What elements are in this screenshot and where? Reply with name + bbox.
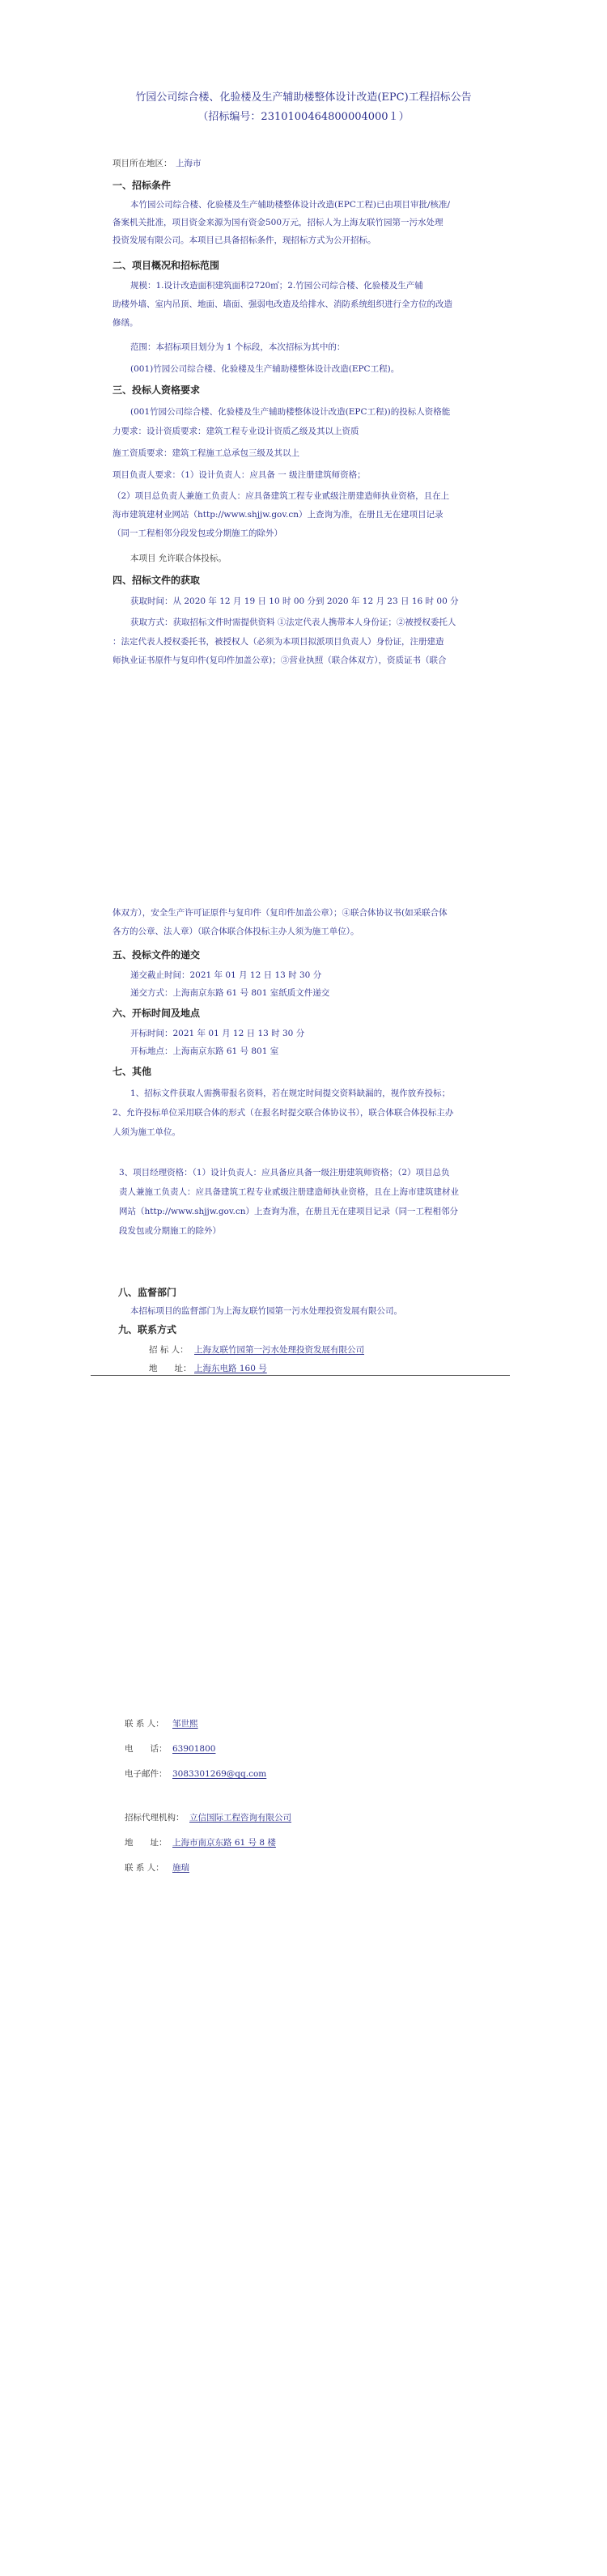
contact-phone-label: 电 话： [125,1744,168,1754]
scope-line: 范围：本招标项目划分为 1 个标段，本次招标为其中的： [130,342,346,352]
acquisition-time: 获取时间：从 2020 年 12 月 19 日 10 时 00 分到 2020 年 12 月 23 日 16 时 00 分 [130,596,459,606]
paragraph-line: 师执业证书原件与复印件(复印件加盖公章)；③营业执照（联合体双方），资质证书（联合 [112,656,447,665]
paragraph-line: 本竹园公司综合楼、化验楼及生产辅助楼整体设计改造(EPC工程)已由项目审批/核准/ [130,200,451,210]
paragraph-line: 施工资质要求：建筑工程施工总承包三级及其以上 [112,448,299,458]
submission-method: 递交方式：上海南京东路 61 号 801 室纸质文件递交 [130,988,330,998]
paragraph-line: （同一工程相邻分段发包或分期施工的除外） [112,528,282,538]
section-heading-other: 七、其他 [112,1066,152,1077]
section-heading-supervision: 八、监督部门 [118,1287,177,1298]
section-heading-bidder-qualifications: 三、投标人资格要求 [112,384,201,396]
other-item-2: 人须为施工单位。 [112,1127,180,1137]
contact-person-label: 联 系 人： [125,1719,164,1729]
announcement-title: 竹园公司综合楼、化验楼及生产辅助楼整体设计改造(EPC)工程招标公告 [135,91,472,104]
opening-place: 开标地点：上海南京东路 61 号 801 室 [130,1046,279,1056]
divider [91,1375,510,1376]
paragraph-line: 体双方），安全生产许可证原件与复印件（复印件加盖公章）；④联合体协议书(如采联合体 [112,908,448,918]
paragraph-line: 规模：1.设计改造面积建筑面积2720㎡；2.竹园公司综合楼、化验楼及生产辅 [130,281,423,291]
section-heading-bid-submission: 五、投标文件的递交 [112,949,201,961]
tender-number: （招标编号：2310100464800004000１） [197,111,410,123]
contact-phone-value: 63901800 [172,1744,216,1754]
paragraph-line: 各方的公章、法人章）（联合体联合体投标主办人须为施工单位）。 [112,927,359,936]
contact-email-label: 电子邮件： [125,1769,168,1779]
paragraph-line: 助楼外墙、室内吊顶、地面、墙面、强弱电改造及给排水、消防系统组织进行全方位的改造 [112,299,452,309]
section-lot-line: (001)竹园公司综合楼、化验楼及生产辅助楼整体设计改造(EPC工程)。 [130,364,400,374]
agency-person-label: 联 系 人： [125,1863,164,1873]
agency-person-value: 施瑞 [172,1863,189,1873]
agency-address-value: 上海市南京东路 61 号 8 楼 [172,1838,276,1848]
paragraph-line: ：法定代表人授权委托书，被授权人（必须为本项目拟派项目负责人）身份证，注册建造 [112,637,444,647]
paragraph-line: 获取方式：获取招标文件时需提供资料 ①法定代表人携带本人身份证；②被授权委托人 [130,617,456,627]
paragraph-line: 投资发展有限公司。本项目已具备招标条件，现招标方式为公开招标。 [112,236,376,245]
tenderer-value: 上海友联竹园第一污水处理投资发展有限公司 [194,1345,364,1355]
other-item-1: 1、招标文件获取人需携带报名资料，若在规定时间提交资料缺漏的，视作放弃投标； [130,1089,451,1098]
paragraph-line: （2）项目总负责人兼施工负责人：应具备建筑工程专业贰级注册建造师执业资格，且在上 [112,491,450,501]
agency-address-label: 地 址： [125,1838,168,1848]
paragraph-line: 修缮。 [112,318,138,328]
paragraph-line: 备案机关批准，项目资金来源为国有资金500万元，招标人为上海友联竹园第一污水处理 [112,218,444,227]
other-item-3: 网站（http://www.shjjw.gov.cn）上查询为准，在册且无在建项目记录（同一工程相邻分 [119,1207,459,1216]
paragraph-line: 力要求：设计资质要求：建筑工程专业设计资质乙级及其以上资质 [112,427,359,436]
section-heading-contact: 九、联系方式 [118,1324,177,1335]
supervision-line: 本招标项目的监督部门为上海友联竹园第一污水处理投资发展有限公司。 [130,1306,402,1316]
other-item-3: 3、项目经理资格：（1）设计负责人：应具备应具备一级注册建筑师资格；（2）项目总负 [119,1168,450,1178]
opening-time: 开标时间：2021 年 01 月 12 日 13 时 30 分 [130,1029,305,1038]
other-item-3: 段发包或分期施工的除外） [119,1226,221,1236]
other-item-2: 2、允许投标单位采用联合体的形式（在报名时提交联合体协议书），联合体联合体投标主办 [112,1108,454,1118]
agency-name-value: 立信国际工程咨询有限公司 [189,1813,291,1823]
tenderer-label: 招 标 人： [149,1345,189,1355]
paragraph-line: 项目负责人要求：（1）设计负责人：应具备 一 级注册建筑师资格； [112,470,366,480]
section-heading-tender-conditions: 一、招标条件 [112,180,172,191]
section-heading-document-acquisition: 四、招标文件的获取 [112,575,201,586]
contact-person-value: 邹世熙 [172,1719,198,1729]
section-heading-bid-opening: 六、开标时间及地点 [112,1008,201,1019]
region-label: 项目所在地区： [112,159,172,168]
region-value: 上海市 [176,159,202,168]
other-item-3: 责人兼施工负责人：应具备建筑工程专业贰级注册建造师执业资格，且在上海市建筑建材业 [119,1187,459,1197]
tenderer-address-value: 上海东电路 160 号 [194,1364,267,1373]
tenderer-address-label: 地 址： [149,1364,192,1373]
paragraph-line: (001竹园公司综合楼、化验楼及生产辅助楼整体设计改造(EPC工程))的投标人资格能 [130,407,451,417]
paragraph-line: 海市建筑建材业网站（http://www.shjjw.gov.cn）上查询为准，在册且无在建项目记录 [112,510,444,520]
submission-deadline: 递交截止时间：2021 年 01 月 12 日 13 时 30 分 [130,970,322,980]
consortium-note: 本项目 允许联合体投标。 [130,554,227,563]
contact-email-value[interactable]: 3083301269@qq.com [172,1769,267,1779]
agency-name-label: 招标代理机构： [125,1813,185,1823]
section-heading-project-overview: 二、项目概况和招标范围 [112,260,220,271]
